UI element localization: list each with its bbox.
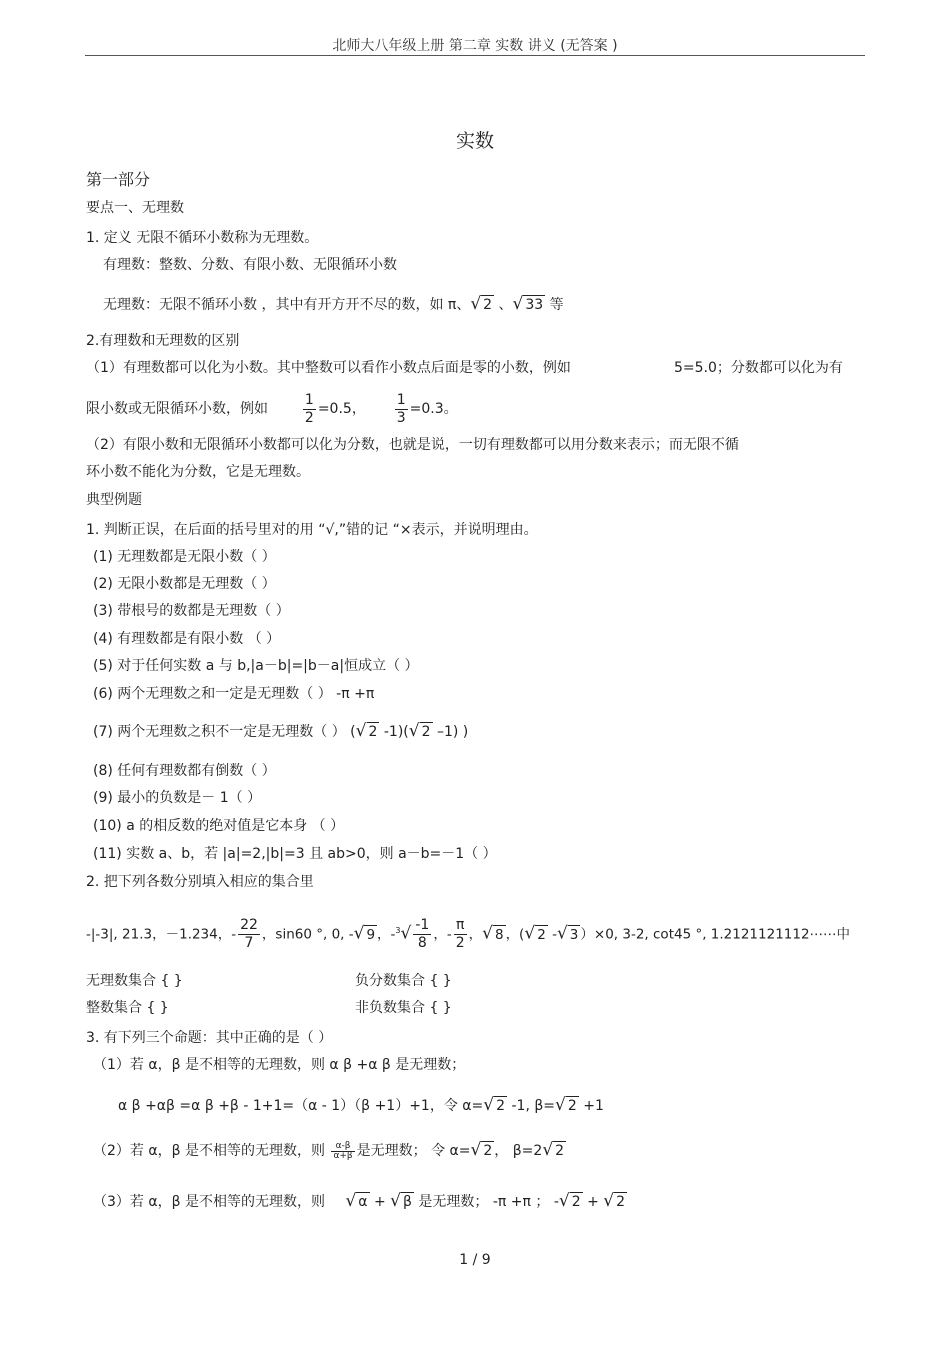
number-text: -: [547, 926, 557, 943]
denominator: 7: [244, 935, 254, 951]
number-text: ）×0, 3-2, cot45 °, 1.2121121112⋯⋯中: [580, 926, 851, 943]
difference-1a-example: 5=5.0；分数都可以化为有: [674, 360, 843, 376]
number-text: ，: [468, 926, 483, 943]
part-heading: 第一部分: [86, 170, 151, 189]
expression-text: +: [582, 1194, 604, 1210]
proposition-1: （1）若 α，β 是不相等的无理数，则 α β +α β 是无理数；: [93, 1057, 466, 1073]
list-item: (11) 实数 a、b，若 |a|=2,|b|=3 且 ab>0，则 a－b=－1（ ）: [93, 846, 497, 862]
difference-1a: （1）有理数都可以化为小数。其中整数可以看作小数点后面是零的小数，例如: [86, 360, 571, 376]
irrational-line: [103, 294, 564, 315]
numerator: α-β: [331, 1142, 354, 1152]
question-3: 3. 有下列三个命题：其中正确的是（ ）: [86, 1030, 333, 1046]
radical-sign-icon: √: [558, 1191, 570, 1211]
fraction: [454, 917, 467, 952]
page-number: 1 / 9: [459, 1252, 491, 1268]
numerator: -1: [415, 917, 430, 933]
list-item: (8) 任何有理数都有倒数（ ）: [93, 763, 276, 779]
proposition-text: （2）若 α，β 是不相等的无理数，则: [93, 1143, 325, 1159]
fraction: [395, 392, 408, 427]
radicand: 33: [525, 297, 544, 313]
proposition-text: （3）若 α，β 是不相等的无理数，则: [93, 1194, 325, 1210]
numerator: 1: [396, 391, 406, 408]
header-rule: [85, 55, 865, 56]
denominator: 2: [455, 935, 465, 951]
question-2: 2. 把下列各数分别填入相应的集合里: [86, 874, 314, 890]
definition-line: 1. 定义 无限不循环小数称为无理数。: [86, 230, 319, 246]
radicand: 3: [569, 926, 579, 943]
rational-line: 有理数：整数、分数、有限小数、无限循环小数: [103, 257, 397, 273]
difference-1b: [86, 388, 458, 430]
expression-text: –1) ): [432, 724, 469, 740]
list-item: (9) 最小的负数是－ 1（ ）: [93, 790, 262, 806]
question-1: 1. 判断正误，在后面的括号里对的用 “√,”错的记 “×表示，并说明理由。: [86, 522, 538, 538]
radicand: 9: [366, 926, 376, 943]
denominator: 2: [304, 409, 314, 426]
set-integer: 整数集合 { }: [86, 1000, 169, 1016]
set-non-negative: 非负数集合 { }: [355, 1000, 452, 1016]
numerator: 22: [240, 917, 258, 933]
radical-sign-icon: √: [482, 923, 493, 944]
list-item: (10) a 的相反数的绝对值是它本身 （ ）: [93, 818, 345, 834]
denominator: α+β: [333, 1150, 353, 1161]
point-heading: 要点一、无理数: [86, 200, 184, 216]
proposition-text: 是无理数； -π +π ； -: [413, 1194, 559, 1210]
radical-sign-icon: √: [512, 294, 524, 314]
expression-text: ， β=2: [494, 1143, 543, 1159]
set-irrational: 无理数集合 { }: [86, 973, 183, 989]
fraction: [331, 1142, 354, 1161]
number-text: ，(: [505, 926, 525, 943]
radicand: 2: [496, 1098, 506, 1114]
numerator: 1: [304, 391, 314, 408]
radicand: 8: [494, 926, 504, 943]
value-text: =0.5，: [317, 401, 366, 417]
radical-sign-icon: √: [355, 721, 367, 741]
numerator: π: [454, 917, 467, 935]
document-title: 实数: [455, 130, 494, 152]
expression-text: α β +αβ =α β +β - 1+1=（α - 1）（β +1）+1，令 α=: [118, 1098, 484, 1114]
radical-sign-icon: √: [470, 1140, 482, 1160]
list-item: [93, 721, 468, 742]
radicand: 2: [483, 297, 493, 313]
item-7-text: (7) 两个无理数之积不一定是无理数（ ） (: [93, 724, 356, 740]
list-item: (6) 两个无理数之和一定是无理数（ ） -π +π: [93, 686, 375, 702]
expression-text: -1, β=: [507, 1098, 556, 1114]
value-text: =0.3。: [409, 401, 458, 417]
radicand: 2: [567, 1098, 577, 1114]
radicand: α: [358, 1194, 368, 1210]
difference-2b: 环小数不能化为分数，它是无理数。: [86, 464, 310, 480]
separator: 、: [494, 297, 513, 313]
expression-text: +1: [578, 1098, 604, 1114]
list-item: (4) 有理数都是有限小数 （ ）: [93, 631, 281, 647]
radical-sign-icon: √: [542, 1140, 554, 1160]
radical-sign-icon: √: [555, 1095, 566, 1115]
fraction: [303, 392, 316, 427]
root-index: 3: [395, 926, 401, 935]
list-item: (2) 无限小数都是无理数（ ）: [93, 576, 276, 592]
proposition-2: [93, 1134, 566, 1166]
list-item: (3) 带根号的数都是无理数（ ）: [93, 603, 290, 619]
proposition-1-example: [118, 1095, 604, 1116]
difference-1b-text: 限小数或无限循环小数，例如: [86, 401, 268, 417]
proposition-3: [93, 1191, 627, 1212]
radical-sign-icon: √: [400, 923, 412, 944]
number-text: ，-: [377, 926, 396, 943]
list-item: (1) 无理数都是无限小数（ ）: [93, 549, 276, 565]
number-text: -|-3|, 21.3，－1.234，-: [86, 926, 237, 943]
radical-sign-icon: √: [603, 1191, 615, 1211]
radicand: β: [403, 1194, 412, 1210]
number-text: ，-: [433, 926, 452, 943]
proposition-text: 是无理数； 令 α=: [356, 1143, 471, 1159]
radical-sign-icon: √: [524, 923, 536, 944]
radicand: 2: [555, 1143, 565, 1159]
radicand: 2: [368, 724, 378, 740]
expression-text: -1)(: [379, 724, 409, 740]
denominator: 8: [417, 935, 427, 951]
radicand: 2: [537, 926, 546, 943]
difference-heading: 2.有理数和无理数的区别: [86, 333, 240, 349]
radicand: 2: [571, 1194, 581, 1210]
set-negative-fraction: 负分数集合 { }: [355, 973, 452, 989]
radical-sign-icon: √: [556, 923, 568, 944]
radical-sign-icon: √: [470, 294, 482, 314]
radicand: 2: [421, 724, 431, 740]
radical-sign-icon: √: [345, 1191, 357, 1211]
radical-sign-icon: √: [353, 923, 365, 944]
radical-sign-icon: √: [390, 1191, 401, 1211]
fraction: [413, 917, 431, 952]
irrational-text: 无理数：无限不循环小数 ，其中有开方开不尽的数，如 π、: [103, 297, 471, 313]
difference-2a: （2）有限小数和无限循环小数都可以化为分数，也就是说，一切有理数都可以用分数来表示；而无限不循: [86, 437, 739, 453]
suffix-text: 等: [545, 297, 564, 313]
radicand: 2: [483, 1143, 493, 1159]
radicand: 2: [616, 1194, 626, 1210]
expression-text: +: [369, 1194, 391, 1210]
radical-sign-icon: √: [408, 721, 420, 741]
list-item: (5) 对于任何实数 a 与 b,|a－b|=|b－a|恒成立（ ）: [93, 658, 419, 674]
page-header: 北师大八年级上册 第二章 实数 讲义 (无答案 ): [332, 38, 618, 54]
fraction: [238, 917, 260, 952]
radical-sign-icon: √: [483, 1095, 495, 1115]
denominator: 3: [396, 409, 406, 426]
number-text: ，sin60 °, 0, -: [261, 926, 354, 943]
number-list: [86, 905, 850, 957]
examples-heading: 典型例题: [86, 492, 142, 508]
